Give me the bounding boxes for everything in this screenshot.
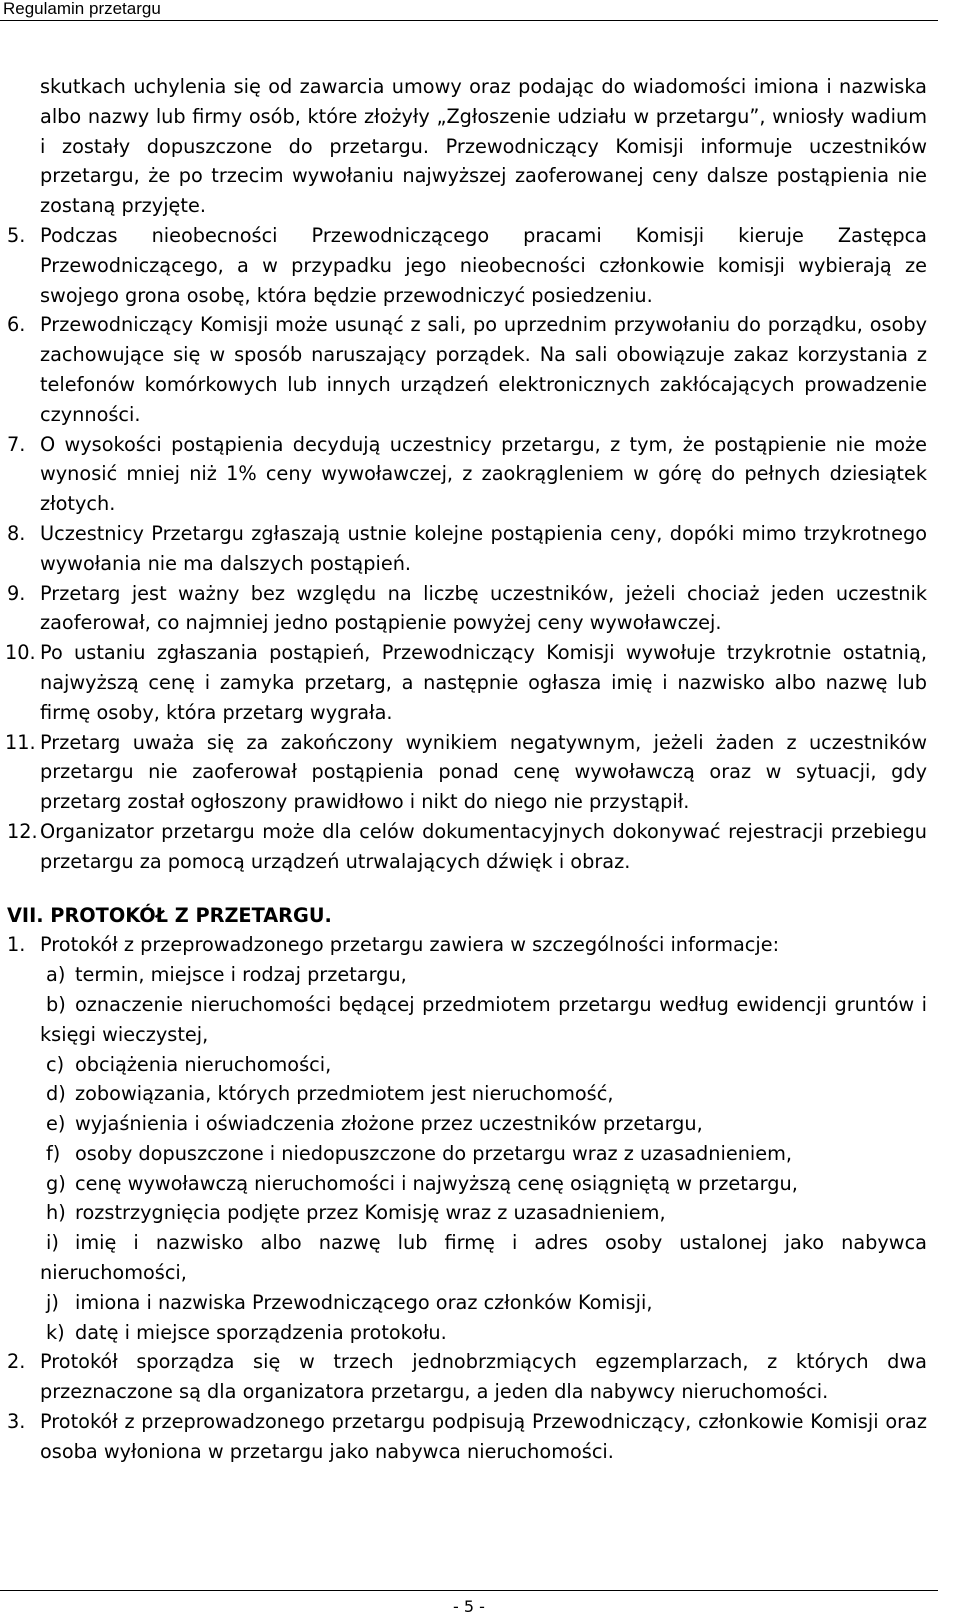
sub-item <box>40 960 927 990</box>
sub-item-text: wyjaśnienia i oświadczenia złożone przez uczestników przetargu, <box>75 1112 703 1136</box>
section-spacer <box>40 877 927 901</box>
sub-item-text: zobowiązania, których przedmiotem jest nieruchomość, <box>75 1082 614 1106</box>
sub-item-letter: b) <box>46 992 66 1016</box>
item-number: 1. <box>7 933 26 957</box>
sub-item-letter: e) <box>46 1112 66 1136</box>
list-item <box>7 430 927 519</box>
item-number: 2. <box>7 1350 26 1374</box>
sub-item <box>40 1079 927 1109</box>
item-number: 8. <box>7 521 26 545</box>
item-number: 7. <box>7 432 26 456</box>
section-heading: VII. PROTOKÓŁ Z PRZETARGU. <box>7 903 332 927</box>
sub-item-text: datę i miejsce sporządzenia protokołu. <box>75 1320 447 1344</box>
list-item <box>7 817 927 877</box>
document-title: Regulamin przetargu <box>3 0 161 18</box>
item-number: 11. <box>5 730 36 754</box>
sub-item <box>40 1198 927 1228</box>
sub-item-text: obciążenia nieruchomości, <box>75 1052 332 1076</box>
sub-item-letter: d) <box>46 1082 66 1106</box>
sub-item-text: rozstrzygnięcia podjęte przez Komisję wraz z uzasadnieniem, <box>75 1201 666 1225</box>
item-number: 9. <box>7 581 26 605</box>
item-text: Podczas nieobecności Przewodniczącego pracami Komisji kieruje Zastępca Przewodniczącego, a w przypadku jego nieobecności członkowie komisji wybierają ze swojego grona osobę, która będzie przewodniczyć posiedzeniu. <box>40 223 927 307</box>
item-number: 10. <box>5 641 36 665</box>
item-number: 5. <box>7 223 26 247</box>
sub-item-letter: h) <box>46 1201 66 1225</box>
sub-item-text: oznaczenie nieruchomości będącej przedmiotem przetargu według ewidencji gruntów i księgi wieczystej, <box>40 992 927 1046</box>
sub-item-letter: i) <box>46 1231 59 1255</box>
sub-item-letter: f) <box>46 1141 61 1165</box>
item-text: O wysokości postąpienia decydują uczestnicy przetargu, z tym, że postąpienie nie może wynosić mniej niż 1% ceny wywoławczej, z zaokrągleniem w górę do pełnych dziesiątek złotych. <box>40 432 927 516</box>
page-number: - 5 - <box>453 1597 485 1616</box>
list-item <box>5 728 927 817</box>
list-item <box>7 930 927 960</box>
item-text: Organizator przetargu może dla celów dokumentacyjnych dokonywać rejestracji przebiegu przetargu za pomocą urządzeń utrwalających dźwięk i obraz. <box>40 819 927 873</box>
item-text: Przetarg uważa się za zakończony wynikiem negatywnym, jeżeli żaden z uczestników przetargu nie zaoferował postąpienia ponad cenę wywoławczą oraz w sytuacji, gdy przetarg został ogłoszony prawidłowo i nikt do niego nie przystąpił. <box>40 730 927 814</box>
sub-item <box>40 1318 927 1348</box>
item-text: Po ustaniu zgłaszania postąpień, Przewodniczący Komisji wywołuje trzykrotnie ostatnią, najwyższą cenę i zamyka przetarg, a następnie ogłasza imię i nazwisko albo nazwę lub firmę osoby, która przetarg wygrała. <box>40 641 927 724</box>
item-text: Protokół z przeprowadzonego przetargu podpisują Przewodniczący, członkowie Komisji oraz osoba wyłoniona w przetargu jako nabywca nieruchomości. <box>40 1410 927 1463</box>
sub-item <box>40 1228 927 1288</box>
sub-item-letter: a) <box>46 963 66 987</box>
page-footer <box>0 1590 938 1618</box>
page-header <box>0 0 938 21</box>
sub-item-text: termin, miejsce i rodzaj przetargu, <box>75 963 407 987</box>
sub-item <box>40 1169 927 1199</box>
list-item <box>7 519 927 579</box>
list-item <box>5 638 927 727</box>
sub-item <box>40 1109 927 1139</box>
intro-paragraph: skutkach uchylenia się od zawarcia umowy oraz podając do wiadomości imiona i nazwiska albo nazwy lub firmy osób, które złożyły „Zgłoszenie udziału w przetargu”, wniosły wadium i zostały dopuszczone do przetargu. Przewodniczący Komisji informuje uczestników przetargu, że po trzecim wywołaniu najwyższej zaoferowanej ceny dalsze postąpienia nie zostaną przyjęte. <box>40 75 927 218</box>
sub-item-text: cenę wywoławczą nieruchomości i najwyższą cenę osiągniętą w przetargu, <box>75 1171 798 1195</box>
item-text: Przewodniczący Komisji może usunąć z sali, po uprzednim przywołaniu do porządku, osoby zachowujące się w sposób naruszający porządek. Na sali obowiązuje zakaz korzystania z telefonów komórkowych lub innych urządzeń elektronicznych zakłócających prowadzenie czynności. <box>40 313 927 426</box>
list-item <box>7 579 927 639</box>
sub-item-letter: c) <box>46 1052 65 1076</box>
sub-item <box>40 990 927 1050</box>
item-number: 6. <box>7 313 26 337</box>
sub-item <box>40 1139 927 1169</box>
item-number: 3. <box>7 1410 26 1434</box>
item-text: Przetarg jest ważny bez względu na liczbę uczestników, jeżeli chociaż jeden uczestnik zaoferował, co najmniej jedno postąpienie powyżej ceny wywoławczej. <box>40 581 927 635</box>
item-number: 12. <box>7 819 38 843</box>
list-item <box>7 310 927 429</box>
sub-item <box>40 1050 927 1080</box>
sub-item-letter: k) <box>46 1320 65 1344</box>
item-text: Protokół sporządza się w trzech jednobrzmiących egzemplarzach, z których dwa przeznaczone są dla organizatora przetargu, a jeden dla nabywcy nieruchomości. <box>40 1350 927 1404</box>
item-text: Protokół z przeprowadzonego przetargu zawiera w szczególności informacje: <box>40 933 780 957</box>
sub-item-text: osoby dopuszczone i niedopuszczone do przetargu wraz z uzasadnieniem, <box>75 1141 793 1165</box>
item-text: Uczestnicy Przetargu zgłaszają ustnie kolejne postąpienia ceny, dopóki mimo trzykrotnego wywołania nie ma dalszych postąpień. <box>40 521 927 575</box>
sub-item-letter: j) <box>46 1290 59 1314</box>
sub-item-letter: g) <box>46 1171 66 1195</box>
sub-item-text: imię i nazwisko albo nazwę lub firmę i adres osoby ustalonej jako nabywca nieruchomości, <box>40 1231 927 1285</box>
list-item <box>7 1347 927 1407</box>
document-body <box>5 72 927 1467</box>
list-item <box>7 221 927 310</box>
sub-item-text: imiona i nazwiska Przewodniczącego oraz członków Komisji, <box>75 1290 653 1314</box>
sub-item <box>40 1288 927 1318</box>
list-item <box>7 1407 927 1467</box>
